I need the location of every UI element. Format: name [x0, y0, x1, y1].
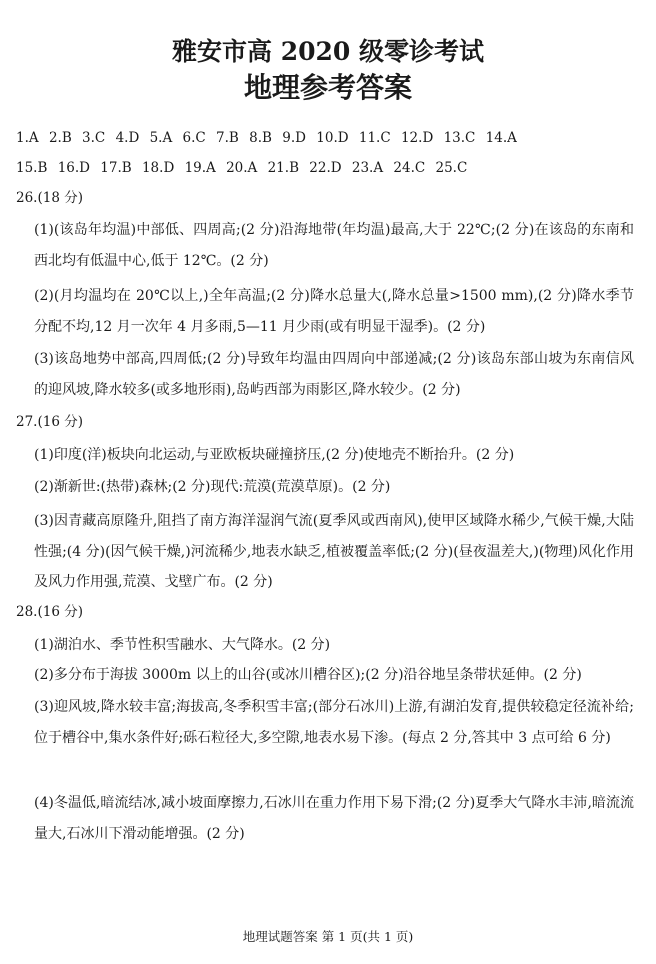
answer-key-title: 地理参考答案 — [243, 71, 412, 104]
mc-answer-13: 13.C — [443, 130, 476, 146]
mc-answer-8: 8.B — [249, 130, 272, 146]
mc-answer-23: 23.A — [351, 160, 384, 176]
mc-answer-5: 5.A — [149, 130, 173, 146]
mc-answer-24: 24.C — [393, 160, 426, 176]
mc-answer-18: 18.D — [141, 160, 175, 176]
mc-answer-12: 12.D — [400, 130, 434, 146]
mc-answer-6: 6.C — [182, 130, 206, 146]
mc-answer-7: 7.B — [216, 130, 239, 146]
q26-header: 26.(18 分) — [16, 190, 83, 206]
mc-answer-3: 3.C — [82, 130, 106, 146]
multiple-choice-row-2 — [16, 158, 467, 178]
exam-title: 雅安市高 2020 级零诊考试 — [172, 37, 484, 66]
q26-answer-3: (3)该岛地势中部高,四周低;(2 分)导致年均温由四周向中部递减;(2 分)该岛东部山坡为东南信风的迎风坡,降水较多(或多地形雨),岛屿西部为雨影区,降水较少。(2 分) — [34, 351, 634, 398]
q27-answer-1: (1)印度(洋)板块向北运动,与亚欧板块碰撞挤压,(2 分)使地壳不断抬升。(2 分) — [34, 447, 515, 463]
mc-answer-16: 16.D — [57, 160, 90, 176]
mc-answer-22: 22.D — [309, 160, 342, 176]
mc-answer-21: 21.B — [267, 160, 299, 176]
mc-answer-11: 11.C — [358, 130, 391, 146]
mc-answer-10: 10.D — [316, 130, 349, 146]
mc-answer-4: 4.D — [115, 130, 140, 146]
mc-answer-25: 25.C — [435, 160, 468, 176]
q27-answer-2: (2)渐新世:(热带)森林;(2 分)现代:荒漠(荒漠草原)。(2 分) — [34, 479, 391, 495]
mc-answer-2: 2.B — [48, 130, 72, 146]
mc-answer-1: 1.A — [16, 130, 39, 146]
q28-answer-4: (4)冬温低,暗流结冰,减小坡面摩擦力,石冰川在重力作用下易下滑;(2 分)夏季大气降水丰沛,暗流流量大,石冰川下滑动能增强。(2 分) — [34, 795, 634, 842]
q26-answer-2: (2)(月均温均在 20℃以上,)全年高温;(2 分)降水总量大(,降水总量>1500 mm),(2 分)降水季节分配不均,12 月一次年 4 月多雨,5—11 月少雨(或有明显干湿季)。(2 分) — [34, 288, 634, 335]
q28-answer-3: (3)迎风坡,降水较丰富;海拔高,冬季积雪丰富;(部分石冰川)上游,有湖泊发育,提供较稳定径流补给;位于槽谷中,集水条件好;砾石粒径大,多空隙,地表水易下渗。(每点 2 分,答其中 3 点可给 6 分) — [34, 699, 634, 746]
mc-answer-17: 17.B — [100, 160, 132, 176]
mc-answer-14: 14.A — [485, 130, 517, 146]
q28-answer-2: (2)多分布于海拔 3000m 以上的山谷(或冰川槽谷区);(2 分)沿谷地呈条带状延伸。(2 分) — [34, 667, 582, 683]
page-footer: 地理试题答案 第 1 页(共 1 页) — [242, 929, 414, 944]
q27-answer-3: (3)因青藏高原隆升,阻挡了南方海洋湿润气流(夏季风或西南风),使甲区域降水稀少,气候干燥,大陆性强;(4 分)(因气候干燥,)河流稀少,地表水缺乏,植被覆盖率低;(2 分)(昼夜温差大,)(物理)风化作用及风力作用强,荒漠、戈壁广布。(2 分) — [34, 513, 634, 590]
q27-header: 27.(16 分) — [16, 414, 83, 430]
q28-answer-1: (1)湖泊水、季节性积雪融水、大气降水。(2 分) — [34, 637, 331, 653]
mc-answer-20: 20.A — [226, 160, 258, 176]
mc-answer-9: 9.D — [282, 130, 306, 146]
multiple-choice-row-1 — [16, 128, 517, 148]
q28-header: 28.(16 分) — [16, 604, 83, 620]
q26-answer-1: (1)(该岛年均温)中部低、四周高;(2 分)沿海地带(年均温)最高,大于 22℃;(2 分)在该岛的东南和西北均有低温中心,低于 12℃。(2 分) — [34, 222, 634, 269]
mc-answer-19: 19.A — [184, 160, 216, 176]
mc-answer-15: 15.B — [16, 160, 48, 176]
